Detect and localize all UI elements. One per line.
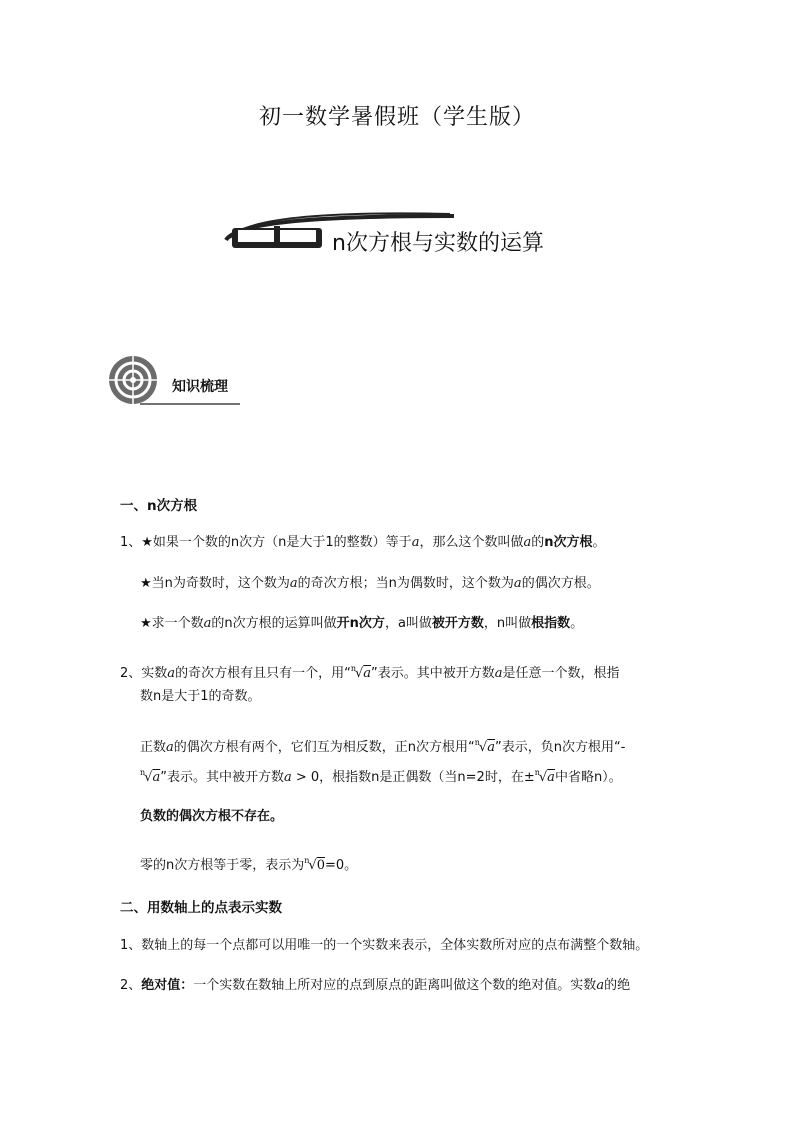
star-operation: ★求一个数a的n次方根的运算叫做开n次方，a叫做被开方数，n叫做根指数。	[140, 616, 584, 631]
item-2-odd-root: 2、实数a的奇次方根有且只有一个，用“$^n$√a”表示。其中被开方数a是任意一个数，根指	[120, 664, 620, 681]
section-label: 知识梳理	[172, 379, 228, 395]
item-2-line-2: 数n是大于1的奇数。	[140, 689, 261, 704]
item-1-definition: 1、★如果一个数的n次方（n是大于1的整数）等于a，那么这个数叫做a的n次方根。	[120, 535, 606, 550]
document-title: 初一数学暑假班（学生版）	[258, 105, 535, 130]
even-root-line-2: $^n$√a”表示。其中被开方数a > 0，根指数n是正偶数（当n=2时，在±$^n$√a中省略n）。	[140, 768, 622, 785]
radical: $^n$√a	[474, 738, 495, 755]
negative-even-root-note: 负数的偶次方根不存在。	[140, 809, 284, 824]
heading-number-line: 二、用数轴上的点表示实数	[120, 900, 282, 916]
radical: $^n$√a	[350, 664, 372, 681]
radical: $^n$√a	[534, 768, 555, 785]
star-odd-even: ★当n为奇数时，这个数为a的奇次方根；当n为偶数时，这个数为a的偶次方根。	[140, 576, 600, 591]
even-root-line-1: 正数a的偶次方根有两个，它们互为相反数，正n次方根用“$^n$√a”表示，负n次方根用“-	[140, 738, 626, 755]
radical: $^n$√a	[140, 768, 161, 785]
radical: $^n$√0	[304, 856, 325, 873]
zero-root-line: 零的n次方根等于零，表示为$^n$√0=0。	[140, 856, 358, 873]
heading-nth-root: 一、n次方根	[120, 498, 198, 514]
chapter-title: n次方根与实数的运算	[332, 231, 544, 256]
part2-item-2: 2、绝对值：一个实数在数轴上所对应的点到原点的距离叫做这个数的绝对值。实数a的绝	[120, 978, 631, 993]
part2-item-1: 1、数轴上的每一个点都可以用唯一的一个实数来表示，全体实数所对应的点布满整个数轴。	[120, 938, 649, 953]
